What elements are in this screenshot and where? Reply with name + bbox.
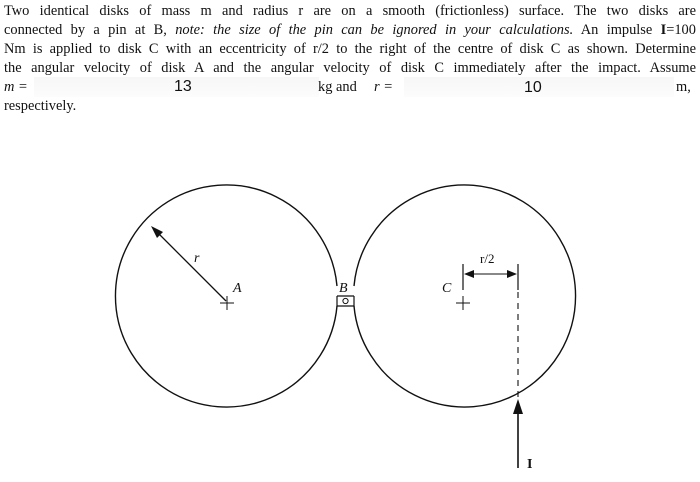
mass-answer-value: 13 — [174, 78, 192, 95]
problem-line-2-c: An impulse — [580, 22, 653, 38]
pin-note: note: the size of the pin can be ignored in your calculations. — [175, 22, 574, 38]
center-c-marker — [456, 296, 470, 310]
impulse-arrow — [513, 399, 523, 468]
problem-line-4: the angular velocity of disk A and the angular velocity of disk C immediately after the impact. Assume — [4, 60, 696, 76]
impulse-symbol: I — [660, 22, 667, 38]
radius-answer-value: 10 — [524, 79, 542, 96]
problem-line-3: Nm is applied to disk C with an eccentricity of r/2 to the right of the centre of disk C as shown. Determine — [4, 41, 696, 57]
disk-c — [354, 185, 576, 407]
label-impulse: I — [527, 457, 533, 472]
two-disk-diagram — [0, 110, 700, 482]
center-a-marker — [220, 296, 234, 310]
problem-line-2 — [4, 21, 696, 40]
kg-and-label: kg and — [318, 79, 357, 95]
problem-line-2-a: connected by a pin at B, — [4, 22, 167, 38]
problem-line-1: Two identical disks of mass m and radius r are on a smooth (frictionless) surface. The two disks are — [4, 3, 696, 19]
radius-arrow — [151, 226, 226, 301]
radius-answer-field[interactable] — [404, 77, 674, 97]
disk-a — [115, 185, 337, 407]
answer-input-row — [4, 78, 696, 97]
pin-b — [337, 296, 354, 306]
label-b: B — [339, 281, 348, 296]
problem-line-6: respectively. — [4, 98, 77, 114]
label-c: C — [442, 281, 452, 296]
label-r: r — [194, 251, 200, 266]
radius-label: r = — [374, 79, 393, 95]
label-a: A — [233, 281, 242, 296]
problem-statement — [4, 2, 696, 116]
label-r-half: r/2 — [480, 251, 495, 266]
eccentricity-dimension — [463, 264, 518, 290]
meter-unit-label: m, — [676, 79, 691, 95]
mass-answer-field[interactable] — [34, 77, 319, 97]
impulse-value: =100 — [666, 22, 696, 38]
mass-label: m = — [4, 79, 28, 95]
